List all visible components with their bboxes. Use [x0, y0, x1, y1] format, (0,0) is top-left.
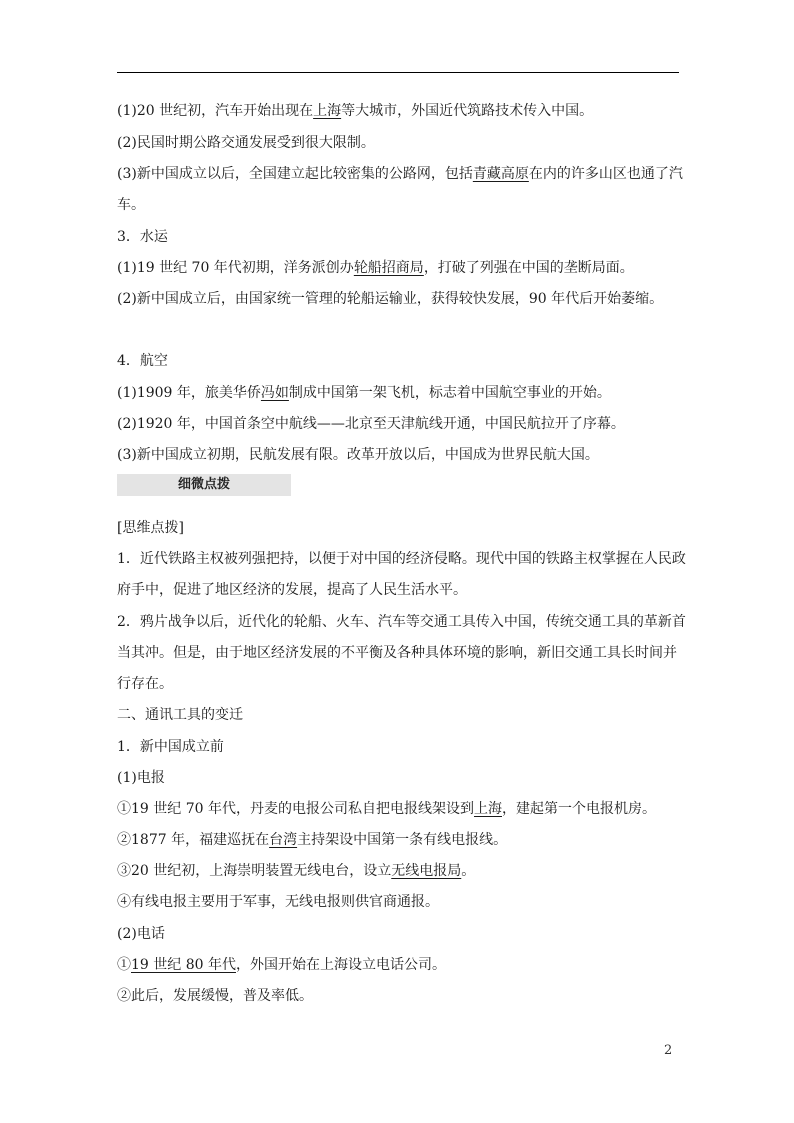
underlined-keyword: 上海 [473, 801, 502, 817]
telegraph-item-2 [117, 830, 697, 850]
underlined-keyword: 轮船招商局 [353, 260, 424, 276]
heading-communication: 二、通讯工具的变迁 [117, 707, 243, 723]
underlined-keyword: 青藏高原 [472, 166, 529, 182]
text: ②1877 年，福建巡抚在 [117, 832, 270, 848]
text: (3)新中国成立以后，全国建立起比较密集的公路网，包括 [117, 166, 473, 182]
water-item-1 [117, 258, 697, 278]
heading-telegraph: (1)电报 [117, 770, 165, 786]
road-item-3-cont: 车。 [117, 197, 145, 213]
underlined-keyword: 19 世纪 80 年代 [131, 957, 236, 973]
telegraph-item-1 [117, 799, 697, 819]
text: (1)20 世纪初，汽车开始出现在 [117, 103, 314, 119]
heading-before-1949: 1．新中国成立前 [117, 739, 224, 755]
text: (1)1909 年，旅美华侨 [117, 385, 261, 401]
underlined-keyword: 上海 [313, 103, 342, 119]
text: ① [117, 957, 131, 973]
tip-2-line-3: 行存在。 [117, 676, 173, 692]
text: 制成中国第一架飞机，标志着中国航空事业的开始。 [288, 385, 611, 401]
tip-2-line-2: 当其冲。但是，由于地区经济发展的不平衡及各种具体环境的影响，新旧交通工具长时间并 [117, 645, 677, 661]
page-number: 2 [664, 1043, 673, 1058]
section-title: 细微点拨 [177, 477, 230, 492]
air-item-3: (3)新中国成立初期，民航发展有限。改革开放以后，中国成为世界民航大国。 [117, 447, 599, 463]
text: ，建起第一个电报机房。 [501, 801, 656, 817]
heading-water: 3．水运 [117, 229, 168, 245]
text: ①19 世纪 70 年代，丹麦的电报公司私自把电报线架设到 [117, 801, 474, 817]
text: ，外国开始在上海设立电话公司。 [235, 957, 446, 973]
underlined-keyword: 无线电报局 [391, 863, 462, 879]
header-rule [117, 72, 679, 73]
text: 在内的许多山区也通了汽 [528, 166, 683, 182]
telegraph-item-3 [117, 861, 697, 881]
road-item-3 [117, 164, 697, 184]
air-item-2: (2)1920 年，中国首条空中航线——北京至天津航线开通，中国民航拉开了序幕。 [117, 416, 625, 432]
underlined-keyword: 冯如 [260, 385, 289, 401]
heading-telephone: (2)电话 [117, 926, 165, 942]
telephone-item-2: ②此后，发展缓慢，普及率低。 [117, 988, 313, 1004]
text: 主持架设中国第一条有线电报线。 [297, 832, 508, 848]
telephone-item-1 [117, 955, 697, 975]
tip-heading: [思维点拨] [117, 520, 184, 536]
tip-2-line-1: 2．鸦片战争以后，近代化的轮船、火车、汽车等交通工具传入中国，传统交通工具的革新首 [117, 614, 686, 630]
tip-1-line-1: 1．近代铁路主权被列强把持，以便于对中国的经济侵略。现代中国的铁路主权掌握在人民政 [117, 551, 686, 567]
heading-air: 4．航空 [117, 353, 168, 369]
text: ③20 世纪初，上海崇明装置无线电台，设立 [117, 863, 392, 879]
air-item-1 [117, 383, 697, 403]
tip-1-line-2: 府手中，促进了地区经济的发展，提高了人民生活水平。 [117, 582, 467, 598]
underlined-keyword: 台湾 [269, 832, 298, 848]
water-item-2: (2)新中国成立后，由国家统一管理的轮船运输业，获得较快发展，90 年代后开始萎缩。 [117, 291, 664, 307]
text: 。 [461, 863, 476, 879]
telegraph-item-4: ④有线电报主要用于军事，无线电报则供官商通报。 [117, 894, 439, 910]
road-item-2: (2)民国时期公路交通发展受到很大限制。 [117, 135, 375, 151]
text: (1)19 世纪 70 年代初期，洋务派创办 [117, 260, 354, 276]
road-item-1 [117, 101, 697, 121]
text: 等大城市，外国近代筑路技术传入中国。 [341, 103, 594, 119]
text: ，打破了列强在中国的垄断局面。 [423, 260, 634, 276]
